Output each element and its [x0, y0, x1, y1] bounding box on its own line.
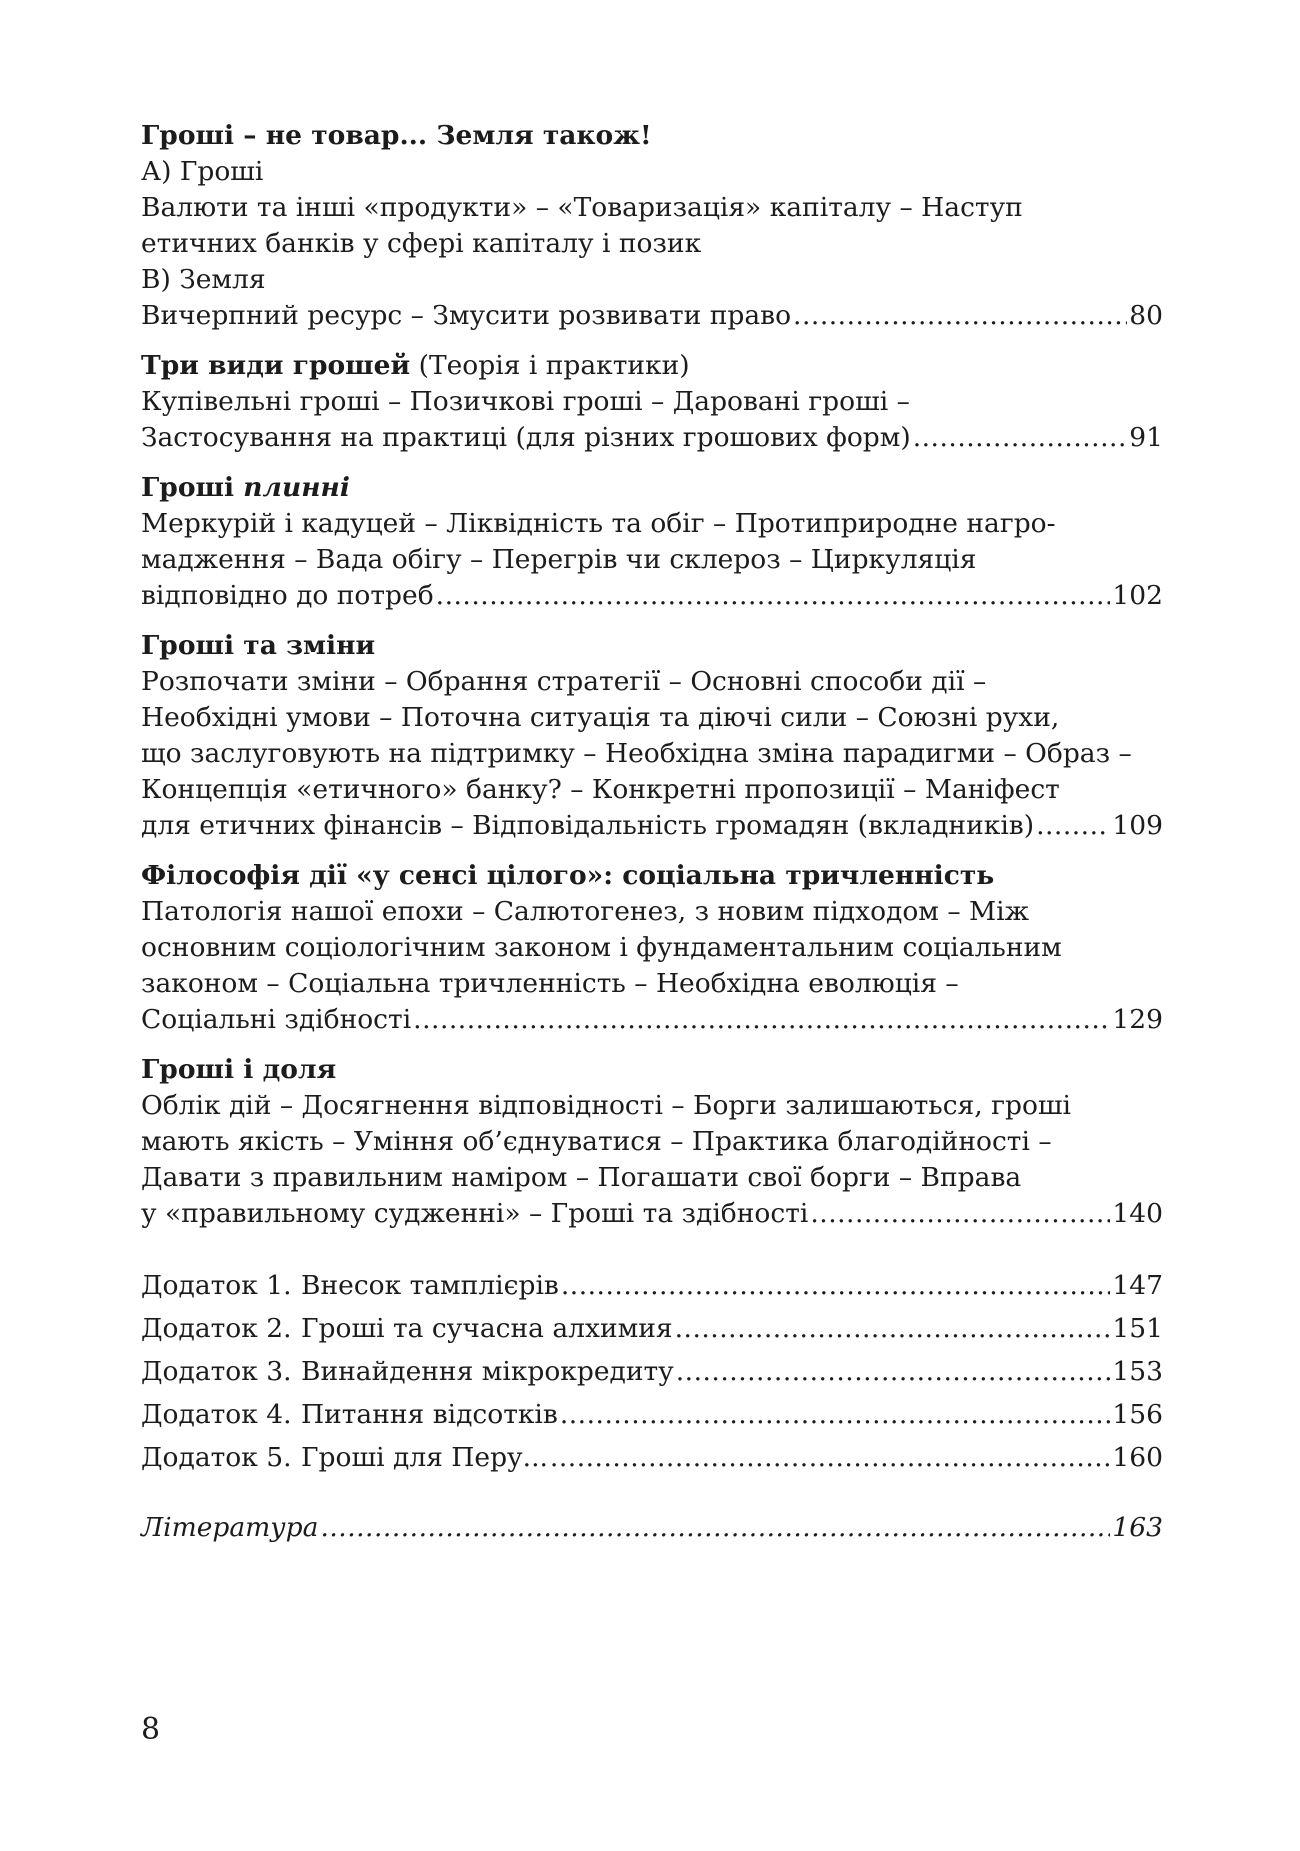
toc-entry-line: Застосування на практиці (для різних грошових форм) [141, 422, 911, 453]
toc-entry-title [141, 348, 1163, 384]
toc-entry-line: Концепція «етичного» банку? – Конкретні пропозиції – Маніфест [141, 774, 1060, 805]
appendix-title: Гроші для Перу... [301, 1442, 548, 1473]
dot-leader [560, 1397, 1111, 1433]
toc-entry-line: Патологія нашої епохи – Салютогенез, з новим підходом – Між [141, 896, 1030, 927]
dot-leader [436, 578, 1111, 614]
page-ref: 129 [1112, 1004, 1163, 1035]
appendix-item [141, 1440, 1163, 1476]
toc-entry-title: Гроші і доля [141, 1054, 337, 1085]
toc-entry-line: етичних банків у сфері капіталу і позик [141, 228, 702, 259]
appendix-item [141, 1397, 1163, 1433]
appendix-title: Гроші та сучасна алхимия [301, 1313, 673, 1344]
toc-entry [141, 1052, 1163, 1232]
toc-entry-line: Соціальні здібності [141, 1004, 412, 1035]
toc-entry-line: мадження – Вада обігу – Перегрів чи склероз – Циркуляція [141, 544, 977, 575]
toc-entry-line: законом – Соціальна тричленність – Необхідна еволюція – [141, 968, 959, 999]
toc-entry-line: відповідно до потреб [141, 580, 434, 611]
appendix-label: Додаток 2. [141, 1313, 292, 1344]
appendix-title: Питання відсотків [301, 1399, 558, 1430]
dot-leader [675, 1311, 1111, 1347]
page-ref: 151 [1112, 1313, 1163, 1344]
toc-entry-line: Вичерпний ресурс – Змусити розвивати право [141, 300, 792, 331]
toc-entry-leader-line [141, 578, 1163, 614]
dot-leader [810, 1196, 1110, 1232]
toc-entry-line: мають якість – Уміння об’єднуватися – Практика благодійності – [141, 1126, 1052, 1157]
dot-leader [550, 1440, 1110, 1476]
toc-entry-line: що заслуговують на підтримку – Необхідна зміна парадигми – Образ – [141, 738, 1132, 769]
toc-entry-line: Купівельні гроші – Позичкові гроші – Даровані гроші – [141, 386, 910, 417]
toc-entry-title-bold: Три види грошей [141, 350, 411, 381]
page-ref: 156 [1112, 1399, 1163, 1430]
literature-item [141, 1510, 1163, 1546]
page-ref: 109 [1112, 810, 1163, 841]
appendix-title: Винайдення мікрокредиту [301, 1356, 674, 1387]
toc-entry-leader-line [141, 1196, 1163, 1232]
dot-leader [1036, 808, 1110, 844]
toc-entry [141, 628, 1163, 844]
toc-entry-line: Облік дій – Досягнення відповідності – Борги залишаються, гроші [141, 1090, 1072, 1121]
appendix-item [141, 1354, 1163, 1390]
page-ref: 140 [1112, 1198, 1163, 1229]
dot-leader [320, 1510, 1110, 1546]
toc-entry-line: у «правильному судженні» – Гроші та здібності [141, 1198, 809, 1229]
toc-entry [141, 858, 1163, 1038]
toc-entry-line: Меркурій і кадуцей – Ліквідність та обіг – Протиприродне нагро- [141, 508, 1056, 539]
toc-entry-line: Давати з правильним наміром – Погашати свої борги – Вправа [141, 1162, 1022, 1193]
appendix-label: Додаток 3. [141, 1356, 292, 1387]
appendix-label: Додаток 4. [141, 1399, 292, 1430]
toc-entry-leader-line [141, 420, 1163, 456]
page-ref: 147 [1112, 1270, 1163, 1301]
appendix-title: Внесок тамплієрів [301, 1270, 559, 1301]
page-ref: 91 [1129, 422, 1163, 453]
toc-entry [141, 118, 1163, 334]
dot-leader [561, 1268, 1111, 1304]
appendix-item [141, 1268, 1163, 1304]
page-ref: 160 [1112, 1442, 1163, 1473]
toc-entry-title-subtitle: (Теорія і практики) [410, 350, 690, 381]
appendix-label: Додаток 5. [141, 1442, 292, 1473]
toc-entry-line: Валюти та інші «продукти» – «Товаризація» капіталу – Наступ [141, 192, 1023, 223]
appendix-label: Додаток 1. [141, 1270, 292, 1301]
page-ref: 153 [1112, 1356, 1163, 1387]
toc-entry-line: основним соціологічним законом і фундаментальним соціальним [141, 932, 1062, 963]
appendix-list [141, 1268, 1163, 1476]
toc-entry-title [141, 470, 1163, 506]
toc-entry-leader-line [141, 808, 1163, 844]
toc-entry-title: Філософія дії «у сенсі цілого»: соціальна тричленність [141, 860, 995, 891]
page-ref: 80 [1129, 300, 1163, 331]
toc-entry-title-italic: плинні [243, 472, 350, 503]
toc-entry [141, 470, 1163, 614]
page-ref: 163 [1112, 1512, 1163, 1543]
toc-entry-line: Необхідні умови – Поточна ситуація та діючі сили – Союзні рухи, [141, 702, 1060, 733]
toc-entry [141, 348, 1163, 456]
page-ref: 102 [1112, 580, 1163, 611]
toc-entry-title: Гроші – не товар... Земля також! [141, 120, 652, 151]
table-of-contents [141, 118, 1163, 1546]
dot-leader [793, 298, 1127, 334]
toc-entry-leader-line [141, 298, 1163, 334]
dot-leader [676, 1354, 1111, 1390]
toc-entry-line: В) Земля [141, 264, 266, 295]
toc-entry-line: А) Гроші [141, 156, 264, 187]
literature-title: Література [141, 1512, 319, 1543]
toc-entry-line: Розпочати зміни – Обрання стратегії – Основні способи дії – [141, 666, 987, 697]
appendix-item [141, 1311, 1163, 1347]
toc-entry-leader-line [141, 1002, 1163, 1038]
dot-leader [913, 420, 1128, 456]
page-number: 8 [141, 1712, 161, 1747]
dot-leader [413, 1002, 1110, 1038]
toc-entry-title: Гроші та зміни [141, 630, 376, 661]
toc-entry-line: для етичних фінансів – Відповідальність громадян (вкладників) [141, 810, 1035, 841]
toc-entry-title-bold: Гроші [141, 472, 244, 503]
